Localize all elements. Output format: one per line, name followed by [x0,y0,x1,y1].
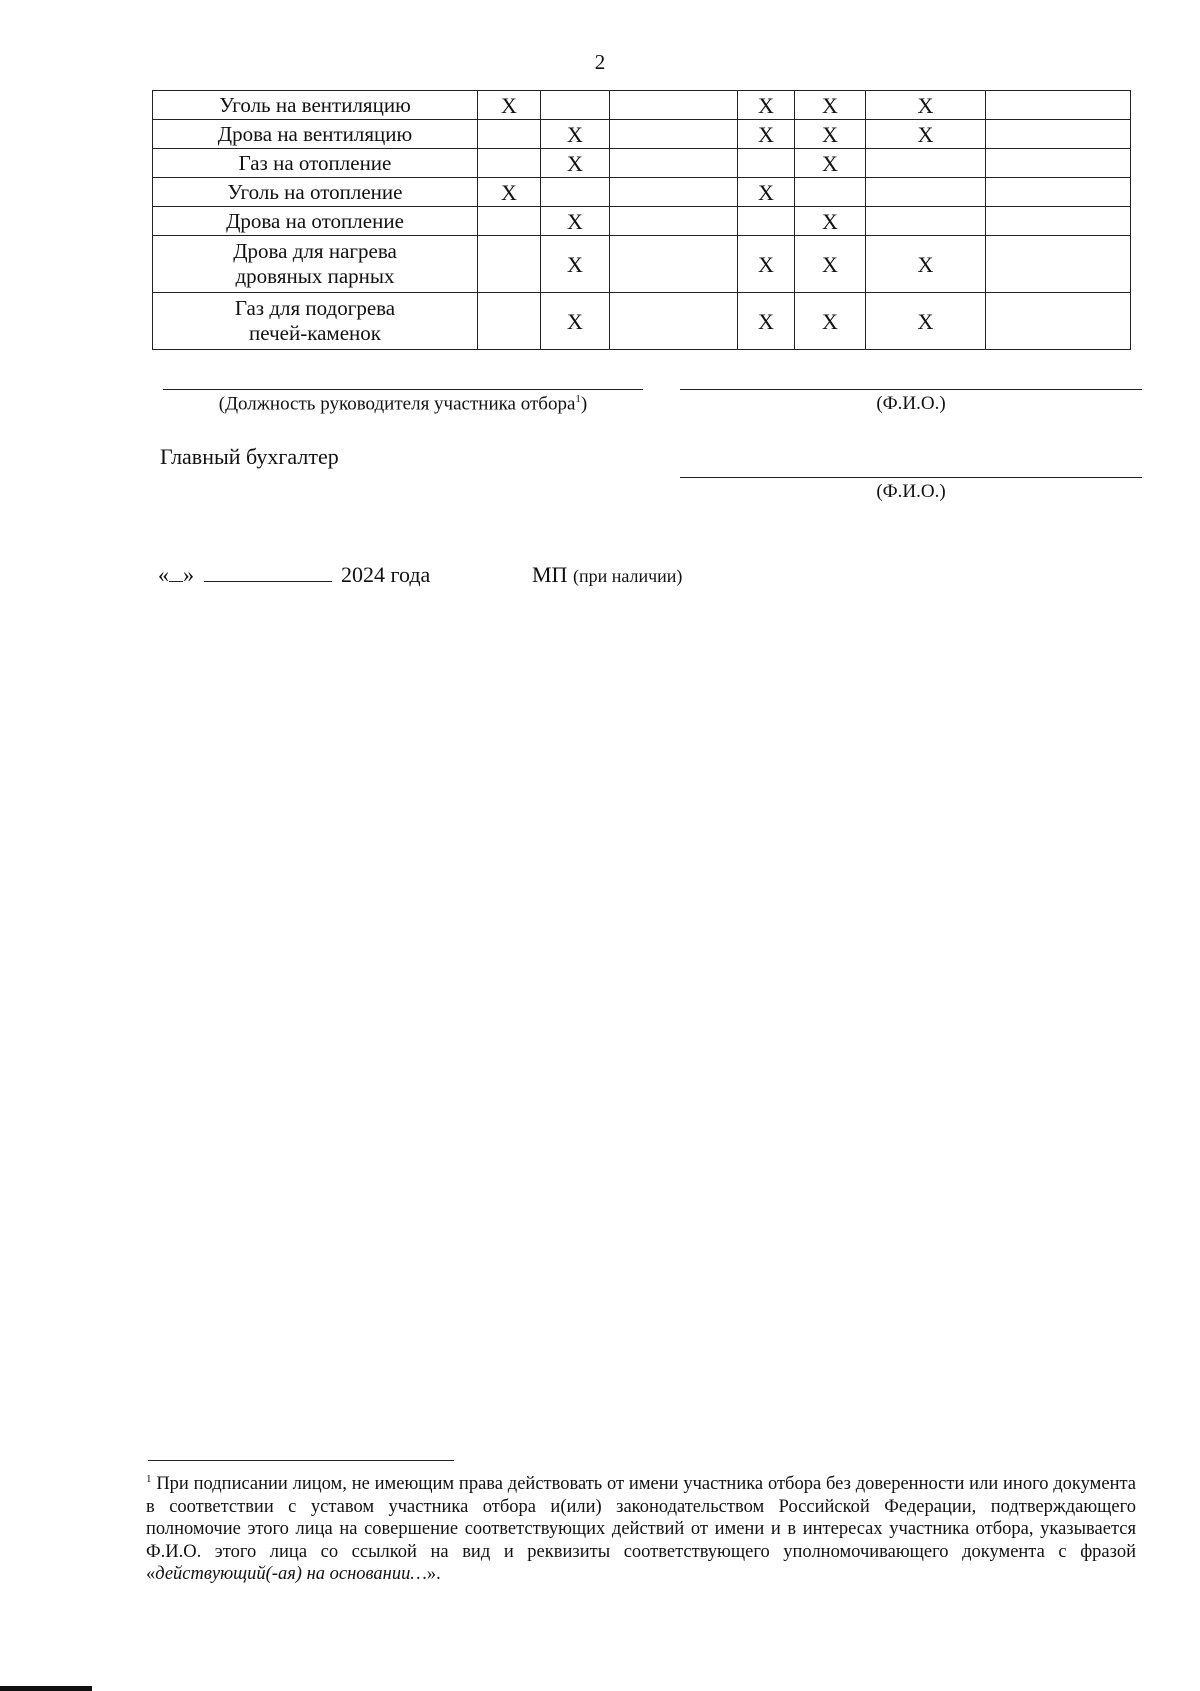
mark-cell: X [478,178,541,207]
row-label [153,236,478,293]
fio-signature-line-1 [680,389,1142,390]
fio-signature-line-2 [680,477,1142,478]
table-row [153,236,1131,293]
row-label: Уголь на вентиляцию [153,91,478,120]
table-row [153,149,1131,178]
mark-cell: X [478,91,541,120]
mark-cell [738,149,795,178]
table-row [153,91,1131,120]
mark-cell: X [541,149,610,178]
date-line: « » 2024 года [158,562,431,587]
fio-caption-2: (Ф.И.О.) [876,481,946,502]
mark-cell [795,178,866,207]
mark-cell: X [541,236,610,293]
table-row [153,207,1131,236]
scan-edge-mark [0,1686,92,1691]
mark-cell: X [795,91,866,120]
mark-cell: X [541,293,610,350]
row-label-line: Дрова для нагрева [233,239,397,263]
mark-cell: X [795,149,866,178]
mark-cell [986,293,1131,350]
mark-cell: X [541,207,610,236]
row-label: Дрова на отопление [153,207,478,236]
mark-cell: X [795,207,866,236]
row-label-line: дровяных парных [235,264,395,288]
mark-cell [610,178,738,207]
table-row [153,120,1131,149]
position-caption: (Должность руководителя участника отбора$^1$) [218,393,588,415]
mark-cell [610,120,738,149]
mark-cell [866,149,986,178]
mark-cell [478,207,541,236]
mark-cell: X [795,293,866,350]
mark-cell [610,293,738,350]
mark-cell: X [795,236,866,293]
mark-cell [478,120,541,149]
mark-cell [478,236,541,293]
mark-cell: X [866,120,986,149]
mark-cell: X [866,293,986,350]
mark-cell [986,236,1131,293]
page-number: 2 [594,50,606,74]
mark-cell [478,293,541,350]
fio-caption-1: (Ф.И.О.) [876,393,946,414]
mark-cell [986,178,1131,207]
mark-cell [986,149,1131,178]
year-text: 2024 года [341,562,431,587]
mark-cell [986,91,1131,120]
row-label: Уголь на отопление [153,178,478,207]
mark-cell [478,149,541,178]
fuel-table [152,90,1131,350]
mark-cell [541,178,610,207]
row-label-line: Газ для подогрева [234,296,396,320]
mark-cell: X [795,120,866,149]
mark-cell: X [738,91,795,120]
mark-cell [610,149,738,178]
mark-cell: X [866,236,986,293]
mark-cell [866,207,986,236]
mark-cell [610,207,738,236]
table-row [153,293,1131,350]
row-label-line: печей-каменок [249,321,381,345]
mark-cell: X [541,120,610,149]
day-blank [169,563,183,582]
mark-cell: X [738,293,795,350]
mark-cell [866,178,986,207]
mark-cell [986,207,1131,236]
mark-cell [610,91,738,120]
chief-accountant-label: Главный бухгалтер [160,444,339,469]
mark-cell: X [738,120,795,149]
mark-cell: X [866,91,986,120]
mark-cell [610,236,738,293]
month-blank [204,563,332,582]
mark-cell [541,91,610,120]
row-label: Дрова на вентиляцию [153,120,478,149]
mark-cell: X [738,236,795,293]
mark-cell: X [738,178,795,207]
mark-cell [738,207,795,236]
mark-cell [986,120,1131,149]
row-label: Газ на отопление [153,149,478,178]
stamp-label: МП (при наличии) [532,562,683,587]
footnote: $^1$ При подписании лицом, не имеющим права действовать от имени участника отбора без доверенности или иного документа в соответствии с уставом участника отбора и(или) законодательством Российской Федерации, подтверждающего полномочие этого лица на совершение соответствующих действий от имени и в интересах участника отбора, указывается Ф.И.О. этого лица со ссылкой на вид и реквизиты соответствующего уполномочивающего документа с фразой «действующий(-ая) на основании…». [146,1473,1137,1585]
table-row [153,178,1131,207]
row-label [153,293,478,350]
footnote-rule [148,1460,454,1461]
position-signature-line [163,389,643,390]
